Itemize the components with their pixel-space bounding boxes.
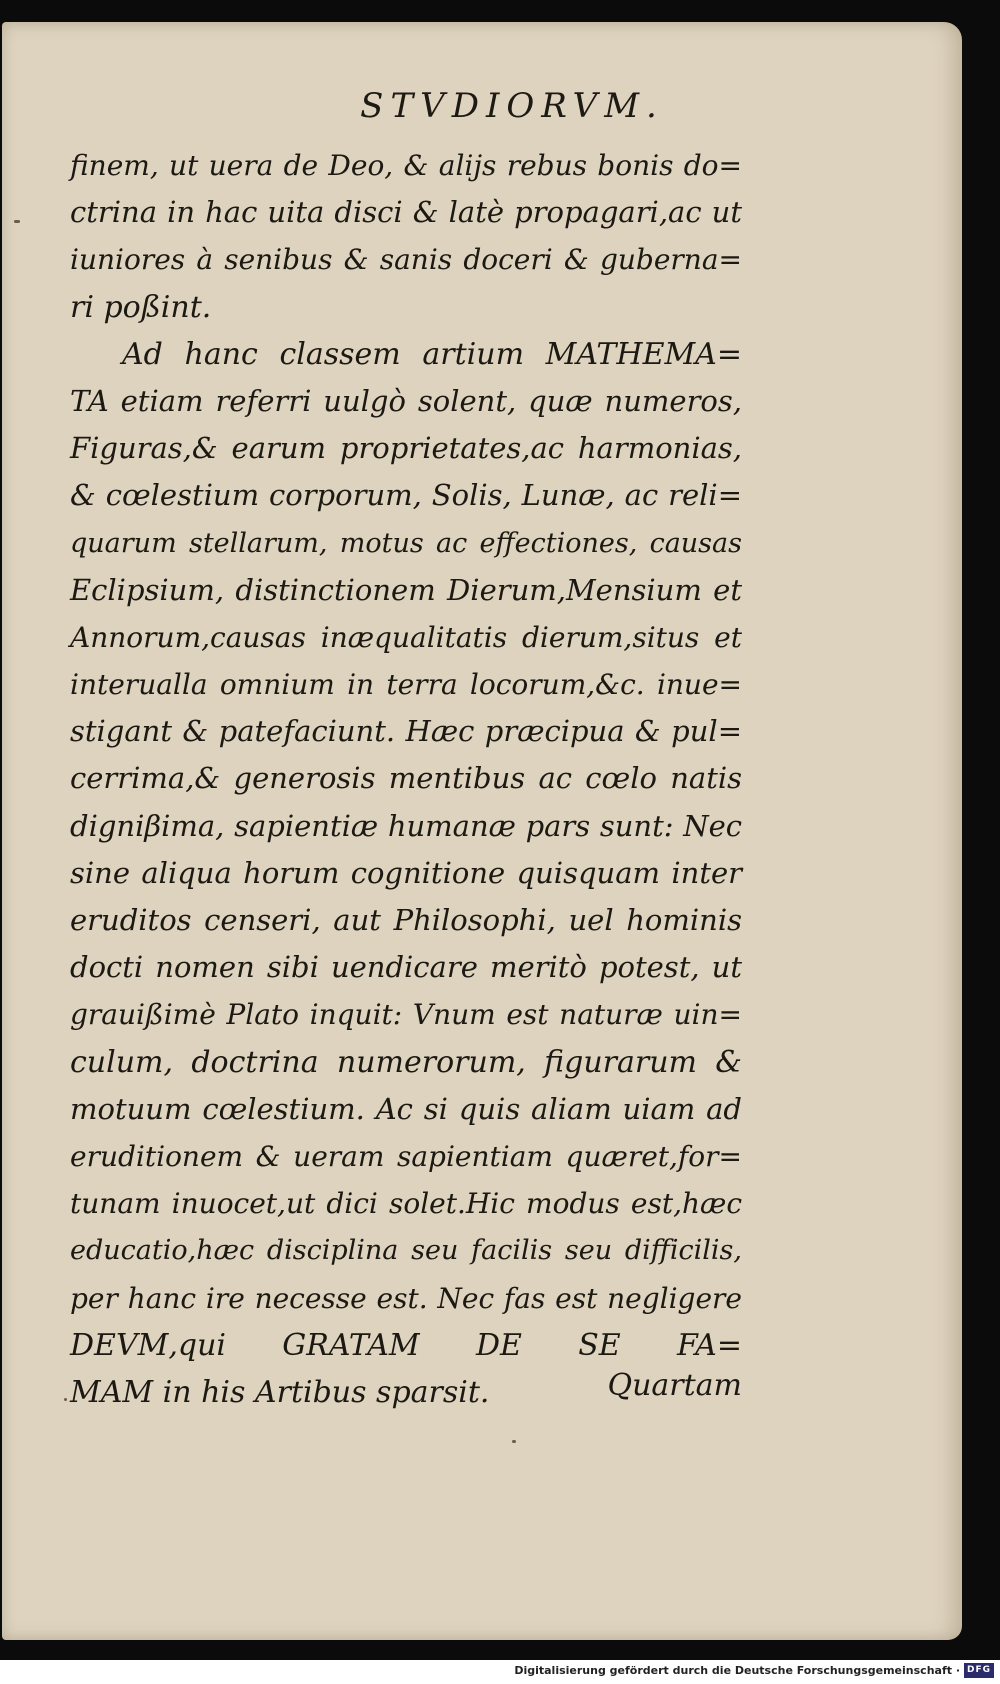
paper-speck bbox=[64, 1398, 67, 1401]
text-line: iuniores à senibus & sanis doceri & guberna= bbox=[70, 243, 742, 277]
text-line: stigant & patefaciunt. Hæc præcipua & pul= bbox=[70, 714, 742, 749]
text-line: finem, ut uera de Deo, & alijs rebus bonis do= bbox=[70, 149, 742, 182]
text-line: eruditos censeri, aut Philosophi, uel hominis bbox=[70, 903, 742, 937]
text-line: Annorum,causas inæqualitatis dierum,situs et bbox=[70, 620, 742, 654]
text-line: ri poßint. bbox=[70, 289, 212, 325]
body-text bbox=[70, 142, 742, 1416]
text-line: Eclipsium, distinctionem Dierum,Mensium et bbox=[70, 572, 742, 607]
running-head: STVDIORVM. bbox=[360, 86, 664, 126]
book-page bbox=[2, 22, 962, 1640]
text-line: grauißimè Plato inquit: Vnum est naturæ uin= bbox=[70, 998, 742, 1032]
text-line: & cœlestium corporum, Solis, Lunæ, ac reli= bbox=[70, 478, 742, 513]
text-line: sine aliqua horum cognitione quisquam inter bbox=[70, 855, 742, 890]
dfg-logo: DFG bbox=[964, 1663, 994, 1678]
text-line: Figuras,& earum proprietates,ac harmonias, bbox=[70, 431, 742, 466]
text-line: motuum cœlestium. Ac si quis aliam uiam ad bbox=[70, 1091, 742, 1126]
text-line: quarum stellarum, motus ac effectiones, causas bbox=[70, 527, 742, 559]
text-line: cerrima,& generosis mentibus ac cœlo natis bbox=[70, 761, 742, 796]
footer-credit: Digitalisierung gefördert durch die Deutsche Forschungsgemeinschaft · bbox=[514, 1664, 960, 1677]
catchword: Quartam bbox=[607, 1368, 742, 1403]
text-line: interualla omnium in terra locorum,&c. inue= bbox=[70, 668, 742, 702]
text-line: MAM in his Artibus sparsit. bbox=[70, 1374, 490, 1410]
text-line: eruditionem & ueram sapientiam quæret,for= bbox=[70, 1139, 742, 1173]
paper-speck bbox=[512, 1440, 516, 1443]
text-line: TA etiam referri uulgò solent, quæ numeros, bbox=[70, 383, 742, 418]
text-line: ctrina in hac uita disci & latè propagari,ac ut bbox=[70, 195, 742, 230]
text-line: culum, doctrina numerorum, figurarum & bbox=[70, 1044, 742, 1080]
text-line: per hanc ire necesse est. Nec fas est negligere bbox=[70, 1281, 742, 1315]
text-line: educatio,hæc disciplina seu facilis seu difficilis, bbox=[70, 1235, 742, 1267]
text-line: digniβima, sapientiæ humanæ pars sunt: Nec bbox=[70, 808, 742, 843]
text-line: Ad hanc classem artium MATHEMA= bbox=[122, 336, 742, 372]
text-line: DEVM,qui GRATAM DE SE FA= bbox=[70, 1327, 742, 1363]
text-line: tunam inuocet,ut dici solet.Hic modus est,hæc bbox=[70, 1187, 742, 1221]
text-line: docti nomen sibi uendicare meritò potest, ut bbox=[70, 950, 742, 985]
paper-speck bbox=[14, 220, 20, 223]
